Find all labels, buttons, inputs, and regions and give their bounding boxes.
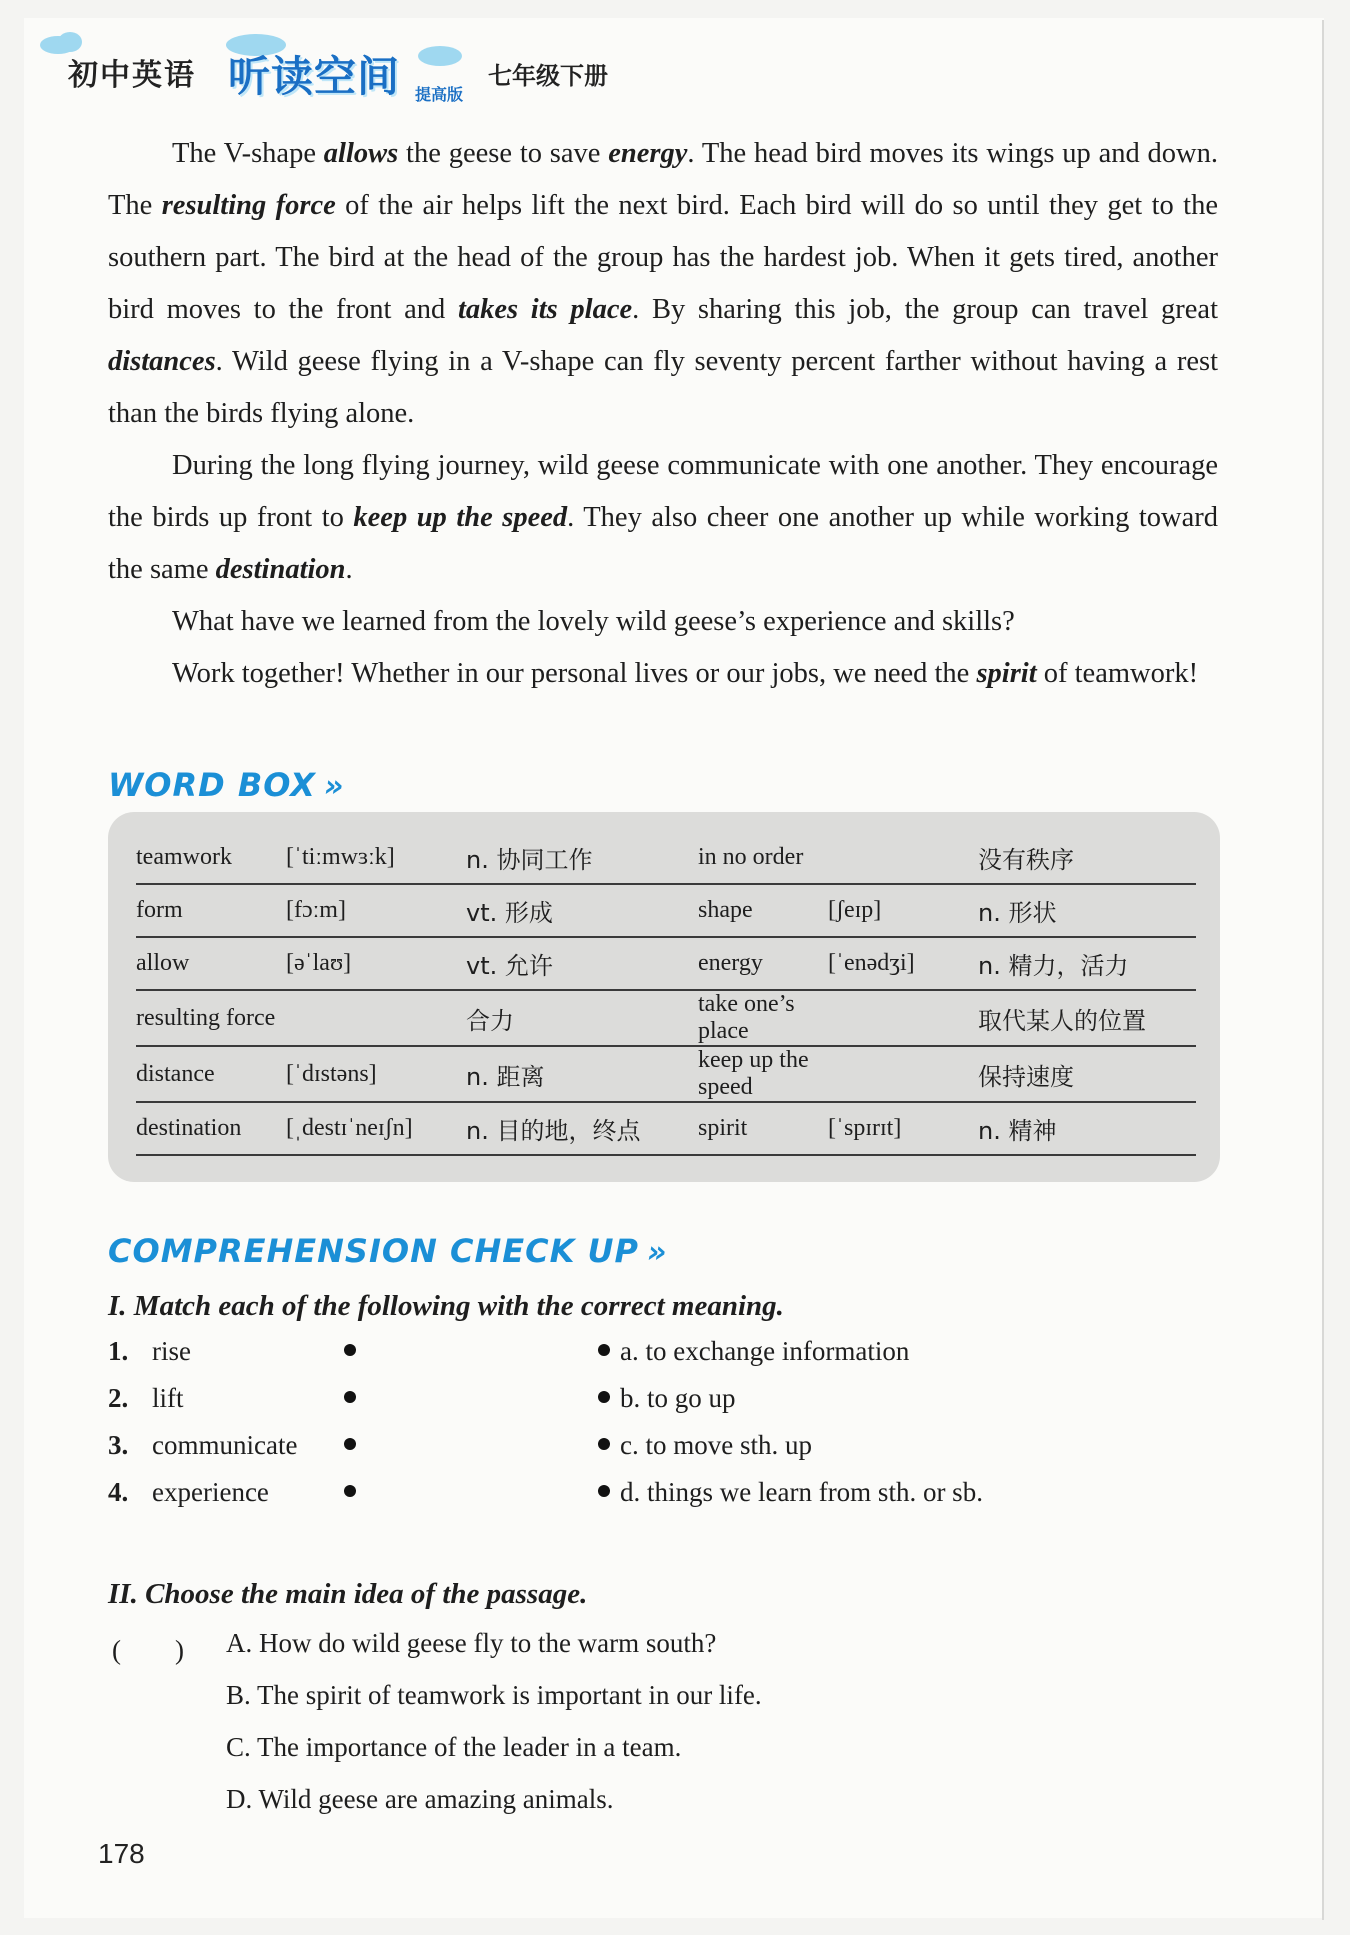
word-box-title-text: WORD BOX — [108, 766, 316, 804]
vocab-meaning: n. 距离 — [466, 1046, 698, 1102]
vocab-phonetic — [828, 1046, 978, 1102]
vocab-phonetic — [286, 990, 466, 1046]
vocab-meaning: n. 精力，活力 — [978, 937, 1196, 990]
choice-option[interactable]: B. The spirit of teamwork is important in our life. — [226, 1680, 762, 1710]
vocab-meaning: n. 协同工作 — [466, 832, 698, 884]
vocabulary-table — [136, 832, 1196, 1156]
key-phrase: spirit — [976, 658, 1037, 689]
page-header — [58, 42, 658, 112]
match-dot-left[interactable] — [344, 1438, 356, 1450]
passage-text: What have we learned from the lovely wild geese’s experience and skills? — [172, 606, 1015, 637]
item-number: 2. — [108, 1383, 129, 1413]
vocabulary-table-body — [136, 832, 1196, 1155]
passage-paragraph — [108, 128, 1218, 440]
passage-paragraph — [108, 440, 1218, 596]
key-phrase: destination — [215, 554, 346, 585]
match-term: lift — [152, 1383, 184, 1413]
match-dot-right[interactable] — [598, 1391, 610, 1403]
key-phrase: allows — [323, 138, 399, 169]
vocab-phonetic — [828, 832, 978, 884]
match-dot-right[interactable] — [598, 1344, 610, 1356]
reading-passage — [108, 128, 1218, 700]
header-brand-logo: 听读空间 — [228, 52, 401, 101]
passage-text: the geese to save — [398, 138, 609, 169]
vocab-phonetic: [ˈspɪrɪt] — [828, 1102, 978, 1155]
double-chevron-icon: » — [646, 1235, 668, 1270]
vocab-meaning: vt. 形成 — [466, 884, 698, 937]
passage-text: of the air helps lift the next bird. Each bird will do so until they get to the southern part. The bird at the head of the group has the hardest job. When it gets tired, another bird moves to the front and — [108, 190, 1218, 325]
key-phrase: keep up the speed — [353, 502, 568, 533]
vocab-meaning: n. 目的地，终点 — [466, 1102, 698, 1155]
page-number: 178 — [98, 1838, 145, 1869]
passage-paragraph — [108, 596, 1218, 648]
match-definition: b. to go up — [620, 1383, 736, 1413]
passage-text: The V-shape — [172, 138, 324, 169]
passage-text: . The head bird moves its wings up and down. The — [108, 138, 1219, 221]
passage-text: . They also cheer one another up while working toward the same — [108, 502, 1218, 585]
vocab-word: resulting force — [136, 990, 286, 1046]
comprehension-title — [108, 1232, 667, 1270]
double-chevron-icon: » — [323, 769, 345, 804]
vocabulary-row — [136, 1102, 1196, 1155]
vocabulary-row — [136, 832, 1196, 884]
vocabulary-row — [136, 884, 1196, 937]
match-dot-right[interactable] — [598, 1438, 610, 1450]
vocab-meaning: n. 形状 — [978, 884, 1196, 937]
matching-item — [108, 1336, 1108, 1376]
vocab-word: energy — [698, 937, 828, 990]
match-dot-left[interactable] — [344, 1344, 356, 1356]
choice-option[interactable]: C. The importance of the leader in a team. — [226, 1732, 682, 1762]
vocab-phonetic: [əˈlaʊ] — [286, 937, 466, 990]
match-definition: c. to move sth. up — [620, 1430, 812, 1460]
vocab-phonetic — [828, 990, 978, 1046]
question-1-heading: I. Match each of the following with the correct meaning. — [108, 1290, 784, 1322]
vocab-word: destination — [136, 1102, 286, 1155]
choice-option[interactable]: A. How do wild geese fly to the warm south? — [226, 1628, 717, 1658]
match-term: communicate — [152, 1430, 298, 1460]
match-term: experience — [152, 1477, 269, 1507]
passage-paragraph — [108, 648, 1218, 700]
vocab-word: keep up the speed — [698, 1046, 828, 1102]
vocab-phonetic: [ˈdɪstəns] — [286, 1046, 466, 1102]
vocabulary-row — [136, 1046, 1196, 1102]
vocabulary-row — [136, 990, 1196, 1046]
vocab-phonetic: [ʃeɪp] — [828, 884, 978, 937]
passage-text: . — [345, 554, 353, 585]
vocabulary-row — [136, 937, 1196, 990]
header-series: 初中英语 — [68, 58, 196, 93]
key-phrase: energy — [608, 138, 688, 169]
matching-item — [108, 1477, 1108, 1517]
question-2-heading: II. Choose the main idea of the passage. — [108, 1578, 588, 1610]
vocab-word: in no order — [698, 832, 828, 884]
item-number: 1. — [108, 1336, 129, 1366]
key-phrase: resulting force — [161, 190, 336, 221]
match-dot-left[interactable] — [344, 1485, 356, 1497]
match-dot-right[interactable] — [598, 1485, 610, 1497]
match-term: rise — [152, 1336, 191, 1366]
match-definition: d. things we learn from sth. or sb. — [620, 1477, 983, 1507]
passage-text: of teamwork! — [1036, 658, 1199, 689]
header-grade: 七年级下册 — [488, 62, 608, 90]
vocab-word: allow — [136, 937, 286, 990]
vocab-phonetic: [ˈtiːmwɜːk] — [286, 832, 466, 884]
vocab-word: form — [136, 884, 286, 937]
cloud-decoration — [418, 46, 462, 66]
cloud-decoration — [58, 32, 82, 52]
comprehension-title-text: COMPREHENSION CHECK UP — [108, 1232, 639, 1270]
vocab-meaning: vt. 允许 — [466, 937, 698, 990]
key-phrase: takes its place — [457, 294, 633, 325]
passage-text: Work together! Whether in our personal lives or our jobs, we need the — [172, 658, 977, 689]
vocab-word: distance — [136, 1046, 286, 1102]
vocab-word: take one’s place — [698, 990, 828, 1046]
key-phrase: distances — [108, 346, 216, 377]
passage-text: During the long flying journey, wild geese communicate with one another. They encourage the birds up front to — [108, 450, 1218, 533]
passage-text: . Wild geese flying in a V-shape can fly seventy percent farther without having a rest than the birds flying alone. — [108, 346, 1218, 429]
vocab-meaning: 取代某人的位置 — [978, 990, 1196, 1046]
page-edge-rule — [1322, 20, 1324, 1920]
header-badge: 提高版 — [415, 85, 464, 104]
word-box — [108, 812, 1220, 1182]
matching-item — [108, 1430, 1108, 1470]
vocab-phonetic: [ˈenədʒi] — [828, 937, 978, 990]
match-dot-left[interactable] — [344, 1391, 356, 1403]
vocab-word: shape — [698, 884, 828, 937]
vocab-phonetic: [ˌdestɪˈneɪʃn] — [286, 1102, 466, 1155]
vocab-word: spirit — [698, 1102, 828, 1155]
vocab-meaning: 保持速度 — [978, 1046, 1196, 1102]
choice-option[interactable]: D. Wild geese are amazing animals. — [226, 1784, 614, 1814]
item-number: 3. — [108, 1430, 129, 1460]
answer-blank[interactable]: ( ) — [112, 1635, 184, 1665]
word-box-title — [108, 766, 344, 804]
match-definition: a. to exchange information — [620, 1336, 910, 1366]
vocab-meaning: n. 精神 — [978, 1102, 1196, 1155]
item-number: 4. — [108, 1477, 129, 1507]
matching-item — [108, 1383, 1108, 1423]
vocab-meaning: 没有秩序 — [978, 832, 1196, 884]
vocab-phonetic: [fɔːm] — [286, 884, 466, 937]
passage-text: . By sharing this job, the group can travel great — [632, 294, 1218, 325]
vocab-word: teamwork — [136, 832, 286, 884]
vocab-meaning: 合力 — [466, 990, 698, 1046]
